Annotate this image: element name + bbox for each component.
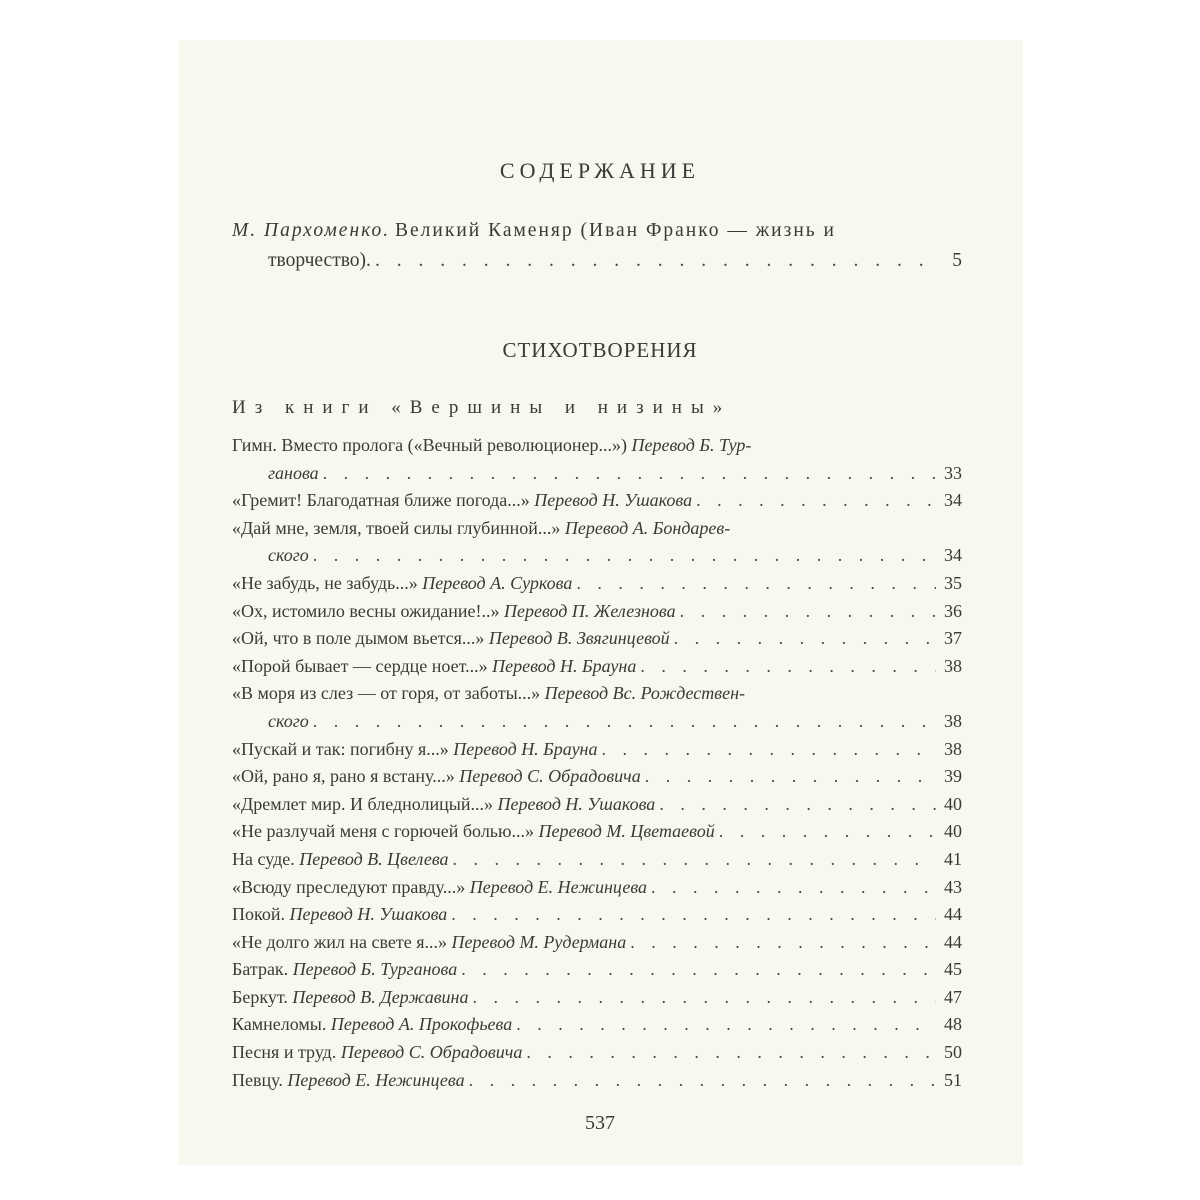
- dot-leader: [651, 874, 936, 902]
- entry-title: Покой.: [232, 904, 285, 925]
- entry-translator: Перевод А. Бондарев-: [564, 517, 731, 538]
- entry-title: Песня и труд.: [232, 1042, 337, 1063]
- entry-translator: Перевод Б. Тур-: [631, 435, 752, 455]
- entry-page: 38: [944, 738, 962, 759]
- entry-translator: Перевод Вс. Рождествен-: [544, 683, 746, 704]
- entry-page: 44: [944, 931, 962, 952]
- entry-title: «Гремит! Благодатная ближе погода...»: [232, 490, 530, 511]
- entry-page: 44: [944, 904, 962, 925]
- toc-entry: [232, 956, 962, 984]
- dot-leader: [469, 1067, 936, 1095]
- dot-leader: [451, 901, 936, 929]
- dot-leader: [630, 929, 936, 957]
- toc-entry: [232, 1039, 962, 1067]
- entry-title: «Пускай и так: погибну я...»: [232, 738, 449, 759]
- dot-leader: [526, 1039, 936, 1067]
- entry-title: Камнеломы.: [232, 1014, 327, 1035]
- toc-entry: [232, 818, 962, 846]
- dot-leader: [659, 791, 936, 819]
- entry-page: 43: [944, 876, 962, 897]
- entry-translator: Перевод Н. Ушакова: [289, 904, 448, 925]
- entry-page: 39: [944, 766, 962, 787]
- entry-page: 45: [944, 959, 962, 980]
- entry-title: Певцу.: [232, 1069, 283, 1090]
- page-heading: СОДЕРЖАНИЕ: [499, 158, 701, 183]
- entry-translator: Перевод Н. Брауна: [453, 738, 598, 759]
- entry-page: 40: [944, 821, 962, 842]
- toc-entry: [232, 791, 962, 819]
- entry-translator: Перевод А. Прокофьева: [330, 1014, 513, 1035]
- toc-entry-continuation: [232, 708, 962, 736]
- intro-entry: [232, 216, 962, 276]
- entry-title: «Всюду преследуют правду...»: [232, 876, 466, 897]
- intro-page: 5: [952, 250, 962, 271]
- entry-page: 33: [944, 462, 962, 483]
- entry-translator: Перевод В. Звягинцевой: [488, 628, 670, 649]
- entry-translator: Перевод В. Державина: [292, 986, 469, 1007]
- section-heading: СТИХОТВОРЕНИЯ: [502, 338, 698, 362]
- toc-entry: [232, 984, 962, 1012]
- entry-page: 37: [944, 628, 962, 649]
- entry-page: 50: [944, 1042, 962, 1063]
- toc-entry-continuation: [232, 542, 962, 570]
- entry-translator: Перевод С. Обрадовича: [340, 1042, 523, 1063]
- entry-page: 41: [944, 848, 962, 869]
- entry-translator: Перевод Е. Нежинцева: [469, 876, 648, 897]
- entry-translator: Перевод А. Суркова: [422, 572, 573, 593]
- toc-entry: [232, 929, 962, 957]
- dot-leader: [323, 460, 936, 488]
- entry-title: «Не разлучай меня с горючей болью...»: [232, 821, 534, 842]
- entry-title: «Дай мне, земля, твоей силы глубинной...»: [232, 517, 561, 538]
- toc-entry: [232, 846, 962, 874]
- entry-translator: Перевод М. Рудермана: [451, 931, 627, 952]
- entry-translator: Перевод Б. Турганова: [292, 959, 458, 980]
- entry-title: «Не забудь, не забудь...»: [232, 572, 418, 593]
- entry-title: «Дремлет мир. И бледнолицый...»: [232, 793, 493, 814]
- entry-title: «Порой бывает — сердце ноет...»: [232, 655, 488, 676]
- intro-title-line1: Великий Каменяр (Иван Франко — жизнь и: [395, 220, 836, 241]
- subsection-heading: Из книги «Вершины и низины»: [232, 397, 732, 418]
- entry-page: 38: [944, 655, 962, 676]
- dot-leader: [696, 487, 936, 515]
- dot-leader: [516, 1011, 936, 1039]
- dot-leader: [313, 542, 936, 570]
- intro-author: М. Пархоменко.: [232, 220, 391, 241]
- dot-leader: [719, 818, 936, 846]
- toc-entry: [232, 598, 962, 626]
- toc-entry: [232, 1067, 962, 1095]
- dot-leader: [576, 570, 936, 598]
- toc-entry: [232, 625, 962, 653]
- dot-leader: [674, 625, 936, 653]
- entry-translator: Перевод Е. Нежинцева: [287, 1069, 465, 1090]
- entry-translator: Перевод Н. Брауна: [492, 655, 637, 676]
- toc-entry: [232, 570, 962, 598]
- entry-page: 38: [944, 710, 962, 731]
- entry-translator: Перевод Н. Ушакова: [534, 490, 693, 511]
- entry-page: 51: [944, 1069, 962, 1090]
- entry-translator-cont: ского: [268, 545, 309, 566]
- entry-page: 40: [944, 793, 962, 814]
- intro-title-line2: творчество).: [268, 250, 371, 271]
- dot-leader: [645, 763, 936, 791]
- entry-title: «Ой, что в поле дымом вьется...»: [232, 628, 485, 649]
- entry-title: Батрак.: [232, 959, 289, 980]
- entry-translator-cont: ского: [268, 710, 309, 731]
- toc-list: [232, 432, 962, 1094]
- entry-translator: Перевод С. Обрадовича: [459, 766, 641, 787]
- entry-title: «Не долго жил на свете я...»: [232, 931, 448, 952]
- entry-title: «Ой, рано я, рано я встану...»: [232, 766, 455, 787]
- entry-translator: Перевод М. Цветаевой: [538, 821, 715, 842]
- dot-leader: [640, 653, 936, 681]
- entry-page: 47: [944, 986, 962, 1007]
- toc-entry: [232, 736, 962, 764]
- entry-title: На суде.: [232, 848, 295, 869]
- dot-leader: [453, 846, 936, 874]
- dot-leader: [375, 246, 936, 276]
- entry-translator: Перевод Н. Ушакова: [497, 793, 656, 814]
- dot-leader: [680, 598, 936, 626]
- entry-page: 34: [944, 490, 962, 511]
- toc-entry: [232, 901, 962, 929]
- entry-page: 48: [944, 1014, 962, 1035]
- dot-leader: [473, 984, 937, 1012]
- toc-entry: [232, 680, 962, 708]
- entry-translator-cont: ганова: [268, 462, 319, 483]
- entry-title: Беркут.: [232, 986, 288, 1007]
- entry-title: «В моря из слез — от горя, от заботы...»: [232, 683, 541, 704]
- entry-translator: Перевод В. Цвелева: [299, 848, 449, 869]
- entry-translator: Перевод П. Железнова: [503, 600, 676, 621]
- entry-page: 34: [944, 545, 962, 566]
- toc-entry: [232, 763, 962, 791]
- entry-page: 36: [944, 600, 962, 621]
- toc-entry: [232, 653, 962, 681]
- toc-entry: [232, 487, 962, 515]
- toc-entry-continuation: [232, 460, 962, 488]
- entry-title: Гимн. Вместо пролога («Вечный революционер...»): [232, 435, 627, 455]
- toc-entry: [232, 432, 962, 460]
- dot-leader: [602, 736, 937, 764]
- dot-leader: [461, 956, 936, 984]
- toc-entry: [232, 515, 962, 543]
- entry-title: «Ох, истомило весны ожидание!..»: [232, 600, 500, 621]
- toc-entry: [232, 1011, 962, 1039]
- dot-leader: [313, 708, 936, 736]
- toc-entry: [232, 874, 962, 902]
- entry-page: 35: [944, 572, 962, 593]
- page-number: 537: [585, 1112, 615, 1134]
